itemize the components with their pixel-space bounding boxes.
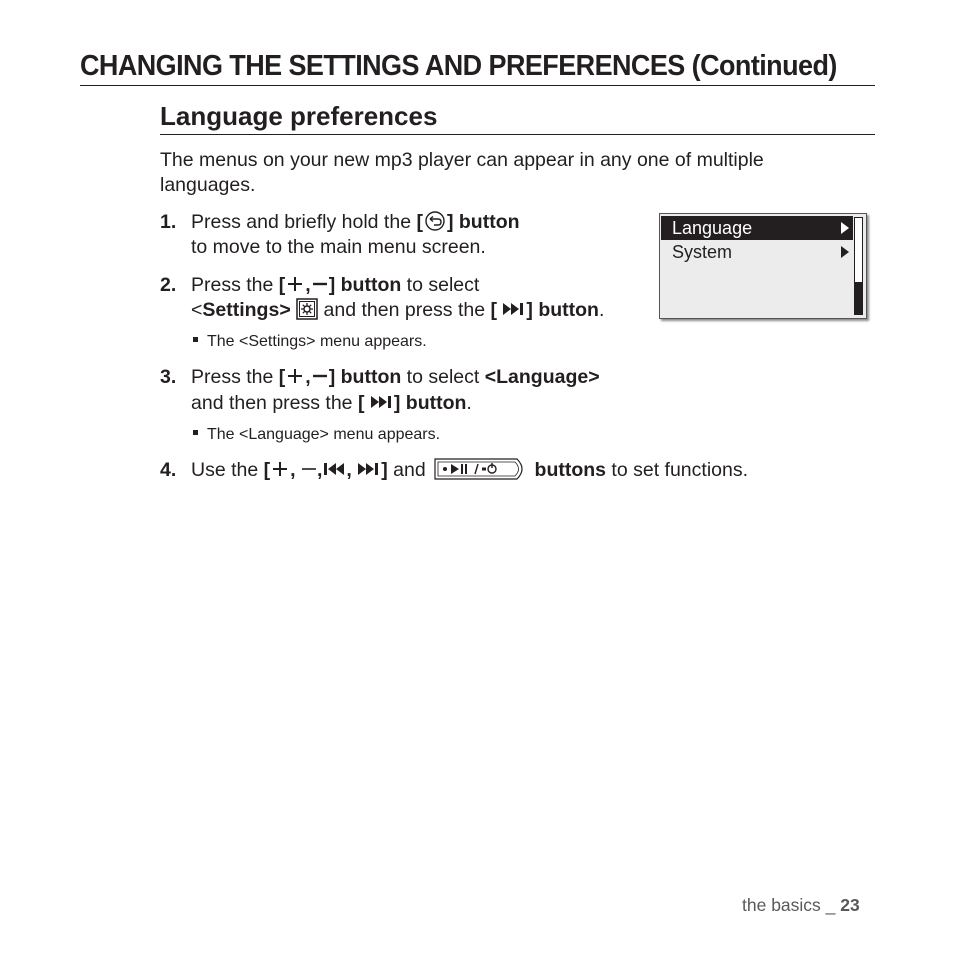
step-3-line-1: Press the [ , ] button to select <Language> — [191, 366, 600, 388]
back-icon — [423, 211, 447, 231]
device-screen — [659, 213, 867, 319]
section-divider — [160, 134, 875, 135]
page-number: 23 — [840, 895, 860, 915]
plus-icon — [285, 367, 305, 385]
step-2-line-1: Press the [ , ] button to select — [191, 274, 480, 296]
step-2-result: The <Settings> menu appears. — [193, 332, 427, 352]
menu-item-label: Language — [672, 218, 753, 238]
plus-icon — [270, 460, 290, 478]
step-2-line-2: <Settings> and then press the [ ] button. — [191, 299, 605, 321]
page-footer: the basics _ 23 — [742, 895, 860, 915]
step-1-number: 1. — [160, 211, 177, 233]
right-arrow-icon — [841, 222, 849, 234]
menu-item-system[interactable] — [661, 240, 853, 264]
scrollbar — [854, 217, 863, 315]
menu-item-label: System — [672, 242, 733, 262]
step-3-line-2: and then press the [ ] button. — [191, 392, 472, 414]
intro-line-1: The menus on your new mp3 player can appear in any one of multiple — [160, 149, 764, 171]
minus-icon — [301, 460, 317, 478]
title-divider — [80, 85, 875, 86]
bullet-marker — [193, 430, 198, 435]
minus-icon — [311, 367, 329, 385]
skip-forward-icon — [370, 395, 394, 409]
skip-forward-icon — [502, 302, 526, 316]
intro-line-2: languages. — [160, 174, 256, 196]
skip-forward-icon — [357, 462, 381, 476]
step-4-line: Use the [ , , , ] and buttons to set functions. — [191, 459, 749, 481]
step-4-number: 4. — [160, 459, 177, 481]
step-1-line-2: to move to the main menu screen. — [191, 236, 486, 258]
step-3-result: The <Language> menu appears. — [193, 425, 440, 445]
plus-icon — [285, 275, 305, 293]
step-1-line-1: Press and briefly hold the [ ] button — [191, 211, 520, 233]
section-title: Language preferences — [160, 101, 438, 131]
right-arrow-icon — [841, 246, 849, 258]
settings-icon — [296, 298, 318, 320]
skip-back-icon — [322, 462, 346, 476]
minus-icon — [311, 275, 329, 293]
scrollbar-thumb — [855, 282, 862, 314]
step-2-number: 2. — [160, 274, 177, 296]
step-3-number: 3. — [160, 366, 177, 388]
menu-item-language[interactable] — [661, 216, 853, 240]
page-title: CHANGING THE SETTINGS AND PREFERENCES (Continued) — [80, 50, 837, 82]
bullet-marker — [193, 337, 198, 342]
play-pause-power-button-icon — [431, 458, 529, 480]
